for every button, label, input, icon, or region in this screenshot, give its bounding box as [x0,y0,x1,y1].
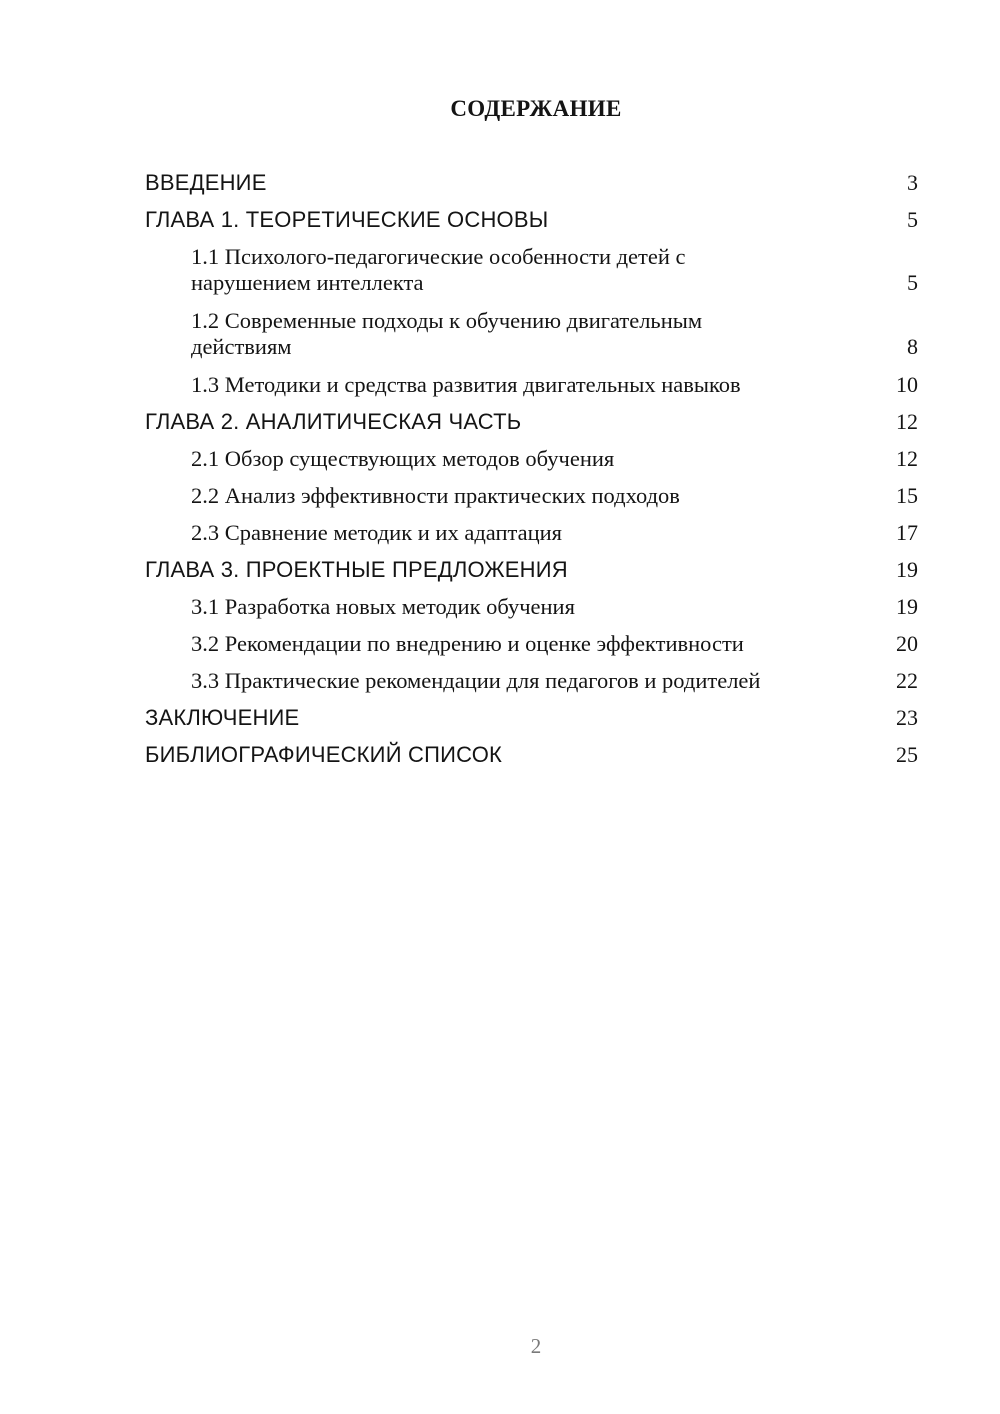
toc-entry-page: 19 [896,557,918,582]
toc-entry-label: ГЛАВА 3. ПРОЕКТНЫЕ ПРЕДЛОЖЕНИЯ [145,557,568,582]
toc-entry-label: 1.1 Психолого-педагогические особенности детей с нарушением интеллекта [191,244,686,295]
toc-entry-page: 3 [907,170,918,195]
toc-entry-page: 5 [907,270,918,295]
toc-entry-page: 19 [896,594,918,619]
toc-entry-page: 20 [896,631,918,656]
toc-entry-label: ГЛАВА 1. ТЕОРЕТИЧЕСКИЕ ОСНОВЫ [145,207,549,232]
toc-entry-conclusion[interactable] [0,705,1000,742]
toc-entry-page: 10 [896,372,918,397]
toc-entry-section-1-2[interactable] [0,308,1000,372]
toc-entry-section-2-3[interactable] [0,520,1000,557]
toc-entry-introduction[interactable] [0,170,1000,207]
toc-entry-section-1-1[interactable] [0,244,1000,308]
toc-entry-section-2-1[interactable] [0,446,1000,483]
toc-entry-page: 8 [907,334,918,359]
toc-entry-chapter-1[interactable] [0,207,1000,244]
toc-entry-label: 3.1 Разработка новых методик обучения [191,594,575,619]
toc-entry-chapter-3[interactable] [0,557,1000,594]
toc-entry-label: ЗАКЛЮЧЕНИЕ [145,705,300,730]
toc-entry-label: 3.3 Практические рекомендации для педагогов и родителей [191,668,761,693]
toc-entry-label: 3.2 Рекомендации по внедрению и оценке эффективности [191,631,744,656]
toc-entry-page: 12 [896,409,918,434]
toc-entry-label: 2.1 Обзор существующих методов обучения [191,446,615,471]
toc-entry-section-3-2[interactable] [0,631,1000,668]
toc-entry-page: 12 [896,446,918,471]
toc-entry-section-3-1[interactable] [0,594,1000,631]
table-of-contents [0,170,1000,779]
toc-entry-section-2-2[interactable] [0,483,1000,520]
page-title: СОДЕРЖАНИЕ [450,96,622,121]
toc-entry-label: ВВЕДЕНИЕ [145,170,267,195]
toc-entry-section-3-3[interactable] [0,668,1000,705]
toc-entry-page: 15 [896,483,918,508]
toc-entry-page: 25 [896,742,918,767]
toc-entry-label: 1.3 Методики и средства развития двигательных навыков [191,372,741,397]
toc-entry-bibliography[interactable] [0,742,1000,779]
toc-entry-page: 17 [896,520,918,545]
toc-entry-page: 23 [896,705,918,730]
toc-entry-page: 22 [896,668,918,693]
toc-entry-label: БИБЛИОГРАФИЧЕСКИЙ СПИСОК [145,742,503,767]
toc-entry-page: 5 [907,207,918,232]
toc-entry-section-1-3[interactable] [0,372,1000,409]
toc-entry-chapter-2[interactable] [0,409,1000,446]
toc-entry-label: 1.2 Современные подходы к обучению двигательным действиям [191,308,703,359]
toc-entry-label: 2.2 Анализ эффективности практических подходов [191,483,680,508]
toc-entry-label: 2.3 Сравнение методик и их адаптация [191,520,563,545]
toc-entry-label: ГЛАВА 2. АНАЛИТИЧЕСКАЯ ЧАСТЬ [145,409,522,434]
page-number: 2 [530,1334,542,1358]
